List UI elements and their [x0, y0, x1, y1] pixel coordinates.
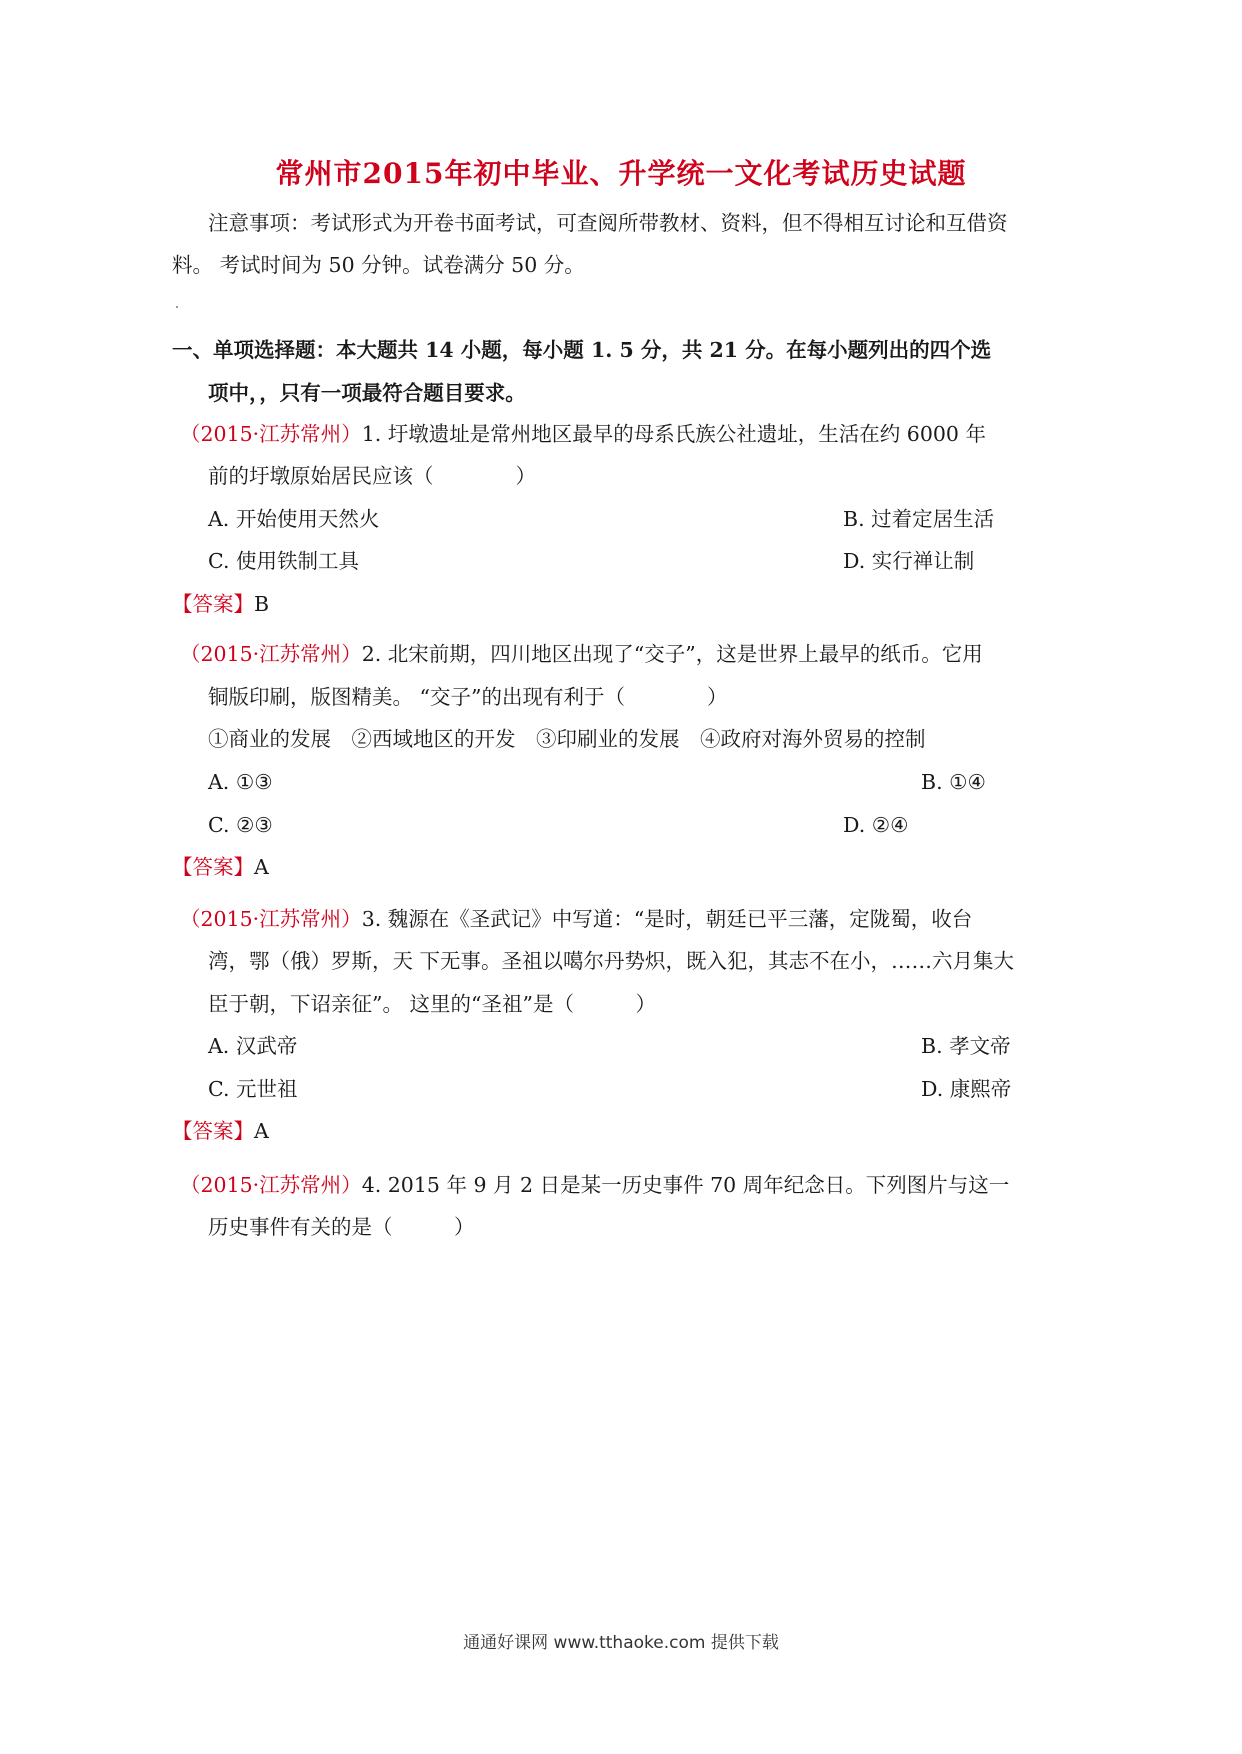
footer-credit: 通通好课网 www.tthaoke.com 提供下载	[463, 1633, 779, 1653]
answer-tag: 【答案】	[172, 855, 254, 879]
source-tag: （2015·江苏常州）	[180, 422, 362, 446]
question-1-option-c: C. 使用铁制工具	[208, 549, 359, 573]
question-2-option-a: A. ①③	[208, 770, 273, 794]
question-3-stem-cont-1: 湾，鄂（俄）罗斯，天 下无事。圣祖以噶尔丹势炽，既入犯，其志不在小，……六月集大	[208, 949, 1015, 973]
question-4-stem-text: 4. 2015 年 9 月 2 日是某一历史事件 70 周年纪念日。下列图片与这一	[361, 1173, 1010, 1197]
stray-dot	[176, 306, 178, 308]
question-3-stem-text: 3. 魏源在《圣武记》中写道：“是时，朝廷已平三藩，定陇蜀，收台	[361, 907, 973, 931]
source-tag: （2015·江苏常州）	[180, 907, 362, 931]
notice-line-2: 料。 考试时间为 50 分钟。试卷满分 50 分。	[172, 253, 585, 277]
question-1-option-b: B. 过着定居生活	[843, 507, 995, 531]
question-2-stem-text: 2. 北宋前期，四川地区出现了“交子”，这是世界上最早的纸币。它用	[361, 642, 983, 666]
question-4-stem	[180, 1171, 1009, 1199]
question-1-option-d: D. 实行禅让制	[843, 549, 975, 573]
question-2-choices-list: ①商业的发展 ②西域地区的开发 ③印刷业的发展 ④政府对海外贸易的控制	[208, 727, 926, 751]
answer-tag: 【答案】	[172, 592, 254, 616]
section-heading-line-2: 项中，，只有一项最符合题目要求。	[208, 381, 526, 405]
question-2-answer	[172, 853, 269, 881]
question-1-option-a: A. 开始使用天然火	[208, 507, 380, 531]
page-title: 常州市2015年初中毕业、升学统一文化考试历史试题	[275, 157, 967, 190]
question-1-stem-text: 1. 圩墩遗址是常州地区最早的母系氏族公社遗址，生活在约 6000 年	[361, 422, 986, 446]
question-2-stem-cont: 铜版印刷，版图精美。 “交子”的出现有利于（ ）	[208, 685, 728, 709]
question-2-option-d: D. ②④	[843, 813, 909, 837]
answer-tag: 【答案】	[172, 1119, 254, 1143]
question-2-stem	[180, 640, 983, 668]
question-3-answer	[172, 1117, 269, 1145]
question-1-answer-value: B	[254, 592, 270, 616]
question-3-option-b: B. 孝文帝	[921, 1034, 1011, 1058]
notice-line-1: 注意事项：考试形式为开卷书面考试，可查阅所带教材、资料，但不得相互讨论和互借资	[208, 211, 1008, 235]
question-2-option-b: B. ①④	[921, 770, 986, 794]
question-3-option-d: D. 康熙帝	[921, 1077, 1012, 1101]
question-3-answer-value: A	[254, 1119, 269, 1143]
question-3-option-c: C. 元世祖	[208, 1077, 298, 1101]
source-tag: （2015·江苏常州）	[180, 642, 362, 666]
question-1-answer	[172, 590, 269, 618]
section-heading-line-1: 一、单项选择题：本大题共 14 小题，每小题 1. 5 分，共 21 分。在每小题列出的四个选	[172, 338, 992, 362]
question-2-answer-value: A	[254, 855, 269, 879]
question-3-option-a: A. 汉武帝	[208, 1034, 298, 1058]
question-3-stem-cont-2: 臣于朝，下诏亲征”。 这里的“圣祖”是（ ）	[208, 992, 656, 1016]
question-1-stem-cont: 前的圩墩原始居民应该（ ）	[208, 464, 536, 488]
question-2-option-c: C. ②③	[208, 813, 273, 837]
question-4-stem-cont: 历史事件有关的是（ ）	[208, 1215, 475, 1239]
question-3-stem	[180, 905, 972, 933]
source-tag: （2015·江苏常州）	[180, 1173, 362, 1197]
question-1-stem	[180, 420, 986, 448]
